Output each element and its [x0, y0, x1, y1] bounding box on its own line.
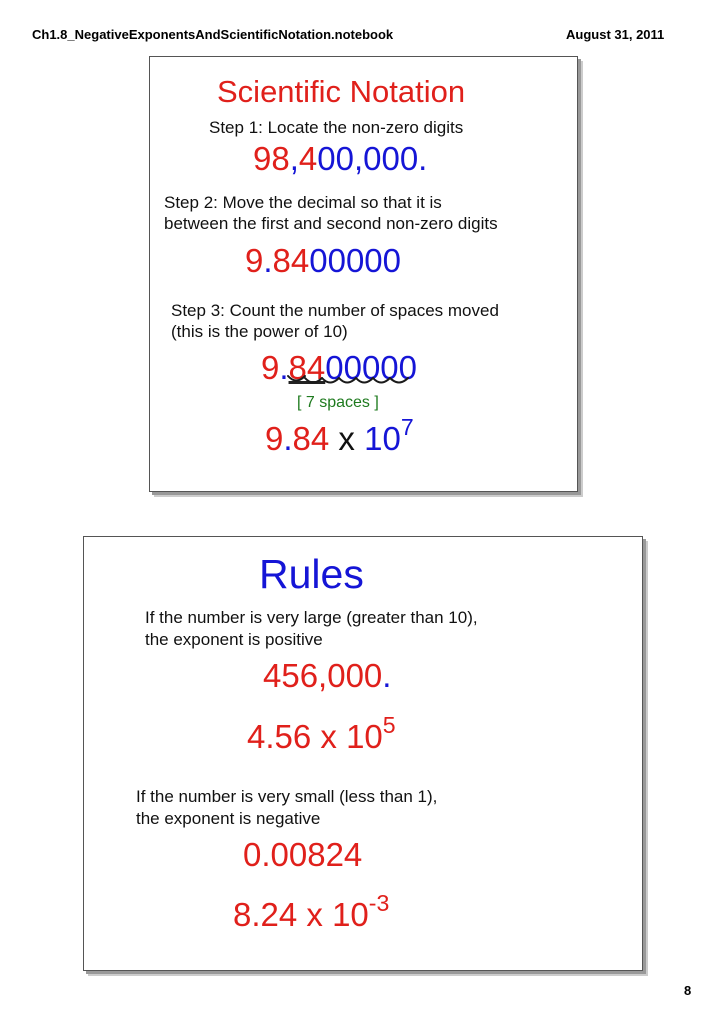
number-98400000 [253, 140, 427, 178]
number1-blue-part: 00,000. [317, 140, 428, 177]
step1-text: Step 1: Locate the non-zero digits [209, 118, 464, 137]
example1-result [247, 712, 396, 756]
rule1-line1: If the number is very large (greater than 10), [145, 608, 478, 627]
result-red-part: 84 [292, 420, 330, 457]
rule1-line2: the exponent is positive [145, 630, 323, 649]
number2-red-part: 84 [272, 242, 310, 279]
example1-digits: 456,000 [263, 657, 383, 694]
example1-mantissa: 4.56 x 10 [247, 718, 383, 755]
panel1-title: Scientific Notation [217, 74, 466, 109]
number1-red-part: 98 [253, 140, 290, 177]
number-9-84 [245, 242, 401, 280]
step3-line1: Step 3: Count the number of spaces moved [171, 301, 499, 320]
example1-decimal: . [382, 657, 392, 694]
page-number: 8 [684, 983, 692, 998]
example2-mantissa: 8.24 x 10 [233, 896, 369, 933]
number1-red-digit: 4 [298, 140, 318, 177]
number-9-84-counted [261, 349, 417, 387]
number1-comma: , [289, 140, 299, 177]
example1-number [263, 657, 391, 695]
notebook-filename: Ch1.8_NegativeExponentsAndScientificNotation.notebook [32, 27, 394, 42]
example1-exponent: 5 [382, 712, 396, 738]
number3-decimal: . [279, 349, 289, 386]
number2-red-digit: 9 [245, 242, 264, 279]
result-red-digit: 9 [265, 420, 284, 457]
number3-red-digit: 9 [261, 349, 280, 386]
step2-line2: between the first and second non-zero digits [164, 214, 498, 233]
example2-number: 0.00824 [243, 836, 363, 873]
number2-blue-part: 00000 [309, 242, 402, 279]
result-base: 10 [364, 420, 401, 457]
example2-exponent: -3 [368, 890, 390, 916]
number2-decimal: . [263, 242, 273, 279]
number3-blue-part: 00000 [325, 349, 418, 386]
step3-line2: (this is the power of 10) [171, 322, 348, 341]
number3-red-part: 84 [288, 349, 326, 386]
result-exponent: 7 [400, 414, 414, 440]
notebook-date: August 31, 2011 [566, 27, 665, 42]
example2-result [233, 890, 390, 934]
spaces-label: [ 7 spaces ] [297, 394, 379, 411]
rules-title: Rules [259, 551, 364, 597]
rule2-line1: If the number is very small (less than 1), [136, 787, 438, 806]
result-decimal: . [283, 420, 293, 457]
step2-line1: Step 2: Move the decimal so that it is [164, 193, 442, 212]
rule2-line2: the exponent is negative [136, 809, 321, 828]
scientific-result [265, 414, 414, 458]
result-times: x [338, 420, 355, 457]
